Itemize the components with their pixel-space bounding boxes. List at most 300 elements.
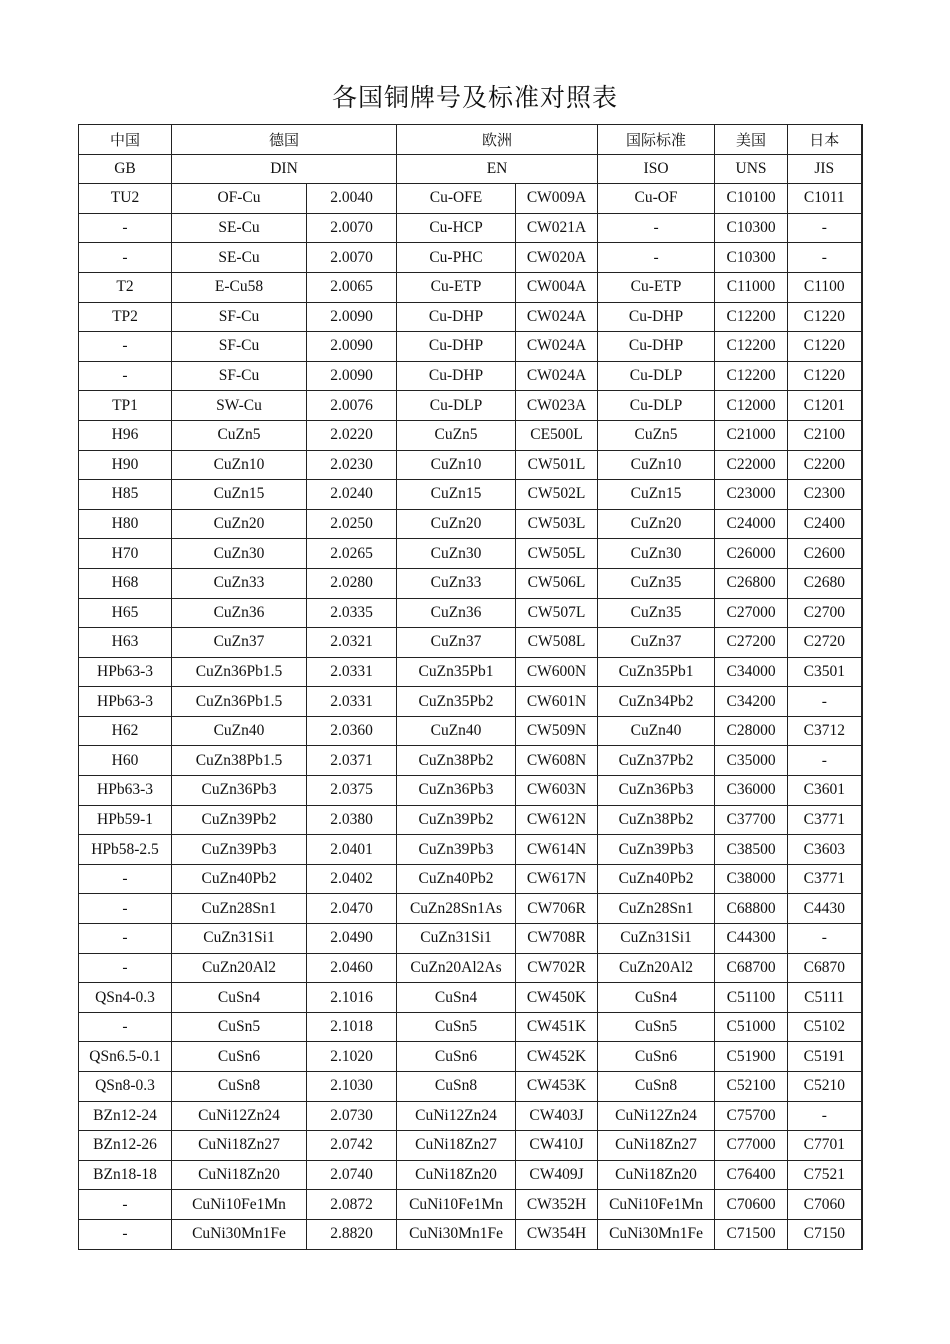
uns-cell: C38500 (715, 835, 788, 865)
table-row (79, 953, 862, 983)
uns-cell: C27200 (715, 628, 788, 658)
din-name-cell: CuZn40 (172, 716, 307, 746)
din-name-cell: CuZn28Sn1 (172, 894, 307, 924)
din-number-cell: 2.0220 (307, 420, 397, 450)
jis-cell: C2720 (788, 628, 862, 658)
gb-cell: H62 (79, 716, 172, 746)
din-name-cell: CuZn38Pb1.5 (172, 746, 307, 776)
en-number-cell: CW024A (516, 302, 598, 332)
en-number-cell: CW508L (516, 628, 598, 658)
gb-cell: H96 (79, 420, 172, 450)
en-name-cell: Cu-DHP (397, 361, 516, 391)
jis-cell: C2680 (788, 568, 862, 598)
din-name-cell: CuZn30 (172, 539, 307, 569)
table-row (79, 1131, 862, 1161)
header-cell: 中国 (79, 125, 172, 155)
din-name-cell: CuZn39Pb2 (172, 805, 307, 835)
din-name-cell: CuZn10 (172, 450, 307, 480)
en-name-cell: CuZn20Al2As (397, 953, 516, 983)
iso-cell: CuZn34Pb2 (598, 687, 715, 717)
jis-cell: C6870 (788, 953, 862, 983)
en-name-cell: CuZn30 (397, 539, 516, 569)
uns-cell: C34200 (715, 687, 788, 717)
header-cell: 美国 (715, 125, 788, 155)
jis-cell: C1011 (788, 184, 862, 214)
en-number-cell: CW354H (516, 1219, 598, 1249)
din-number-cell: 2.0360 (307, 716, 397, 746)
uns-cell: C68700 (715, 953, 788, 983)
table-row (79, 420, 862, 450)
din-name-cell: CuNi18Zn20 (172, 1160, 307, 1190)
iso-cell: Cu-OF (598, 184, 715, 214)
table-row (79, 332, 862, 362)
uns-cell: C70600 (715, 1190, 788, 1220)
en-number-cell: CW505L (516, 539, 598, 569)
en-name-cell: CuSn6 (397, 1042, 516, 1072)
gb-cell: QSn8-0.3 (79, 1072, 172, 1102)
jis-cell: C5111 (788, 983, 862, 1013)
en-number-cell: CW450K (516, 983, 598, 1013)
en-number-cell: CW708R (516, 924, 598, 954)
din-name-cell: CuZn36Pb1.5 (172, 687, 307, 717)
jis-cell: C3603 (788, 835, 862, 865)
header-cell: EN (397, 154, 598, 184)
iso-cell: Cu-ETP (598, 272, 715, 302)
din-number-cell: 2.0371 (307, 746, 397, 776)
en-name-cell: Cu-DLP (397, 391, 516, 421)
header-cell: 德国 (172, 125, 397, 155)
iso-cell: CuNi18Zn20 (598, 1160, 715, 1190)
header-cell: 日本 (788, 125, 862, 155)
en-number-cell: CW024A (516, 332, 598, 362)
din-number-cell: 2.0090 (307, 332, 397, 362)
jis-cell: - (788, 243, 862, 273)
uns-cell: C37700 (715, 805, 788, 835)
table-row (79, 302, 862, 332)
jis-cell: C5102 (788, 1012, 862, 1042)
gb-cell: H85 (79, 480, 172, 510)
din-number-cell: 2.0321 (307, 628, 397, 658)
din-number-cell: 2.0076 (307, 391, 397, 421)
din-number-cell: 2.0742 (307, 1131, 397, 1161)
jis-cell: C1220 (788, 332, 862, 362)
din-number-cell: 2.0375 (307, 776, 397, 806)
iso-cell: CuSn5 (598, 1012, 715, 1042)
uns-cell: C12200 (715, 361, 788, 391)
din-number-cell: 2.0070 (307, 213, 397, 243)
en-name-cell: CuZn38Pb2 (397, 746, 516, 776)
table-row (79, 568, 862, 598)
din-name-cell: SE-Cu (172, 243, 307, 273)
table-row (79, 716, 862, 746)
jis-cell: C7060 (788, 1190, 862, 1220)
uns-cell: C51900 (715, 1042, 788, 1072)
en-name-cell: Cu-OFE (397, 184, 516, 214)
din-number-cell: 2.1020 (307, 1042, 397, 1072)
table-row (79, 657, 862, 687)
uns-cell: C76400 (715, 1160, 788, 1190)
uns-cell: C12200 (715, 302, 788, 332)
iso-cell: CuZn28Sn1 (598, 894, 715, 924)
table-row (79, 983, 862, 1013)
header-cell: ISO (598, 154, 715, 184)
en-name-cell: CuZn40 (397, 716, 516, 746)
din-name-cell: CuNi10Fe1Mn (172, 1190, 307, 1220)
en-name-cell: CuZn39Pb3 (397, 835, 516, 865)
en-name-cell: CuZn31Si1 (397, 924, 516, 954)
gb-cell: QSn6.5-0.1 (79, 1042, 172, 1072)
en-number-cell: CW617N (516, 864, 598, 894)
en-name-cell: CuZn20 (397, 509, 516, 539)
en-number-cell: CW507L (516, 598, 598, 628)
din-name-cell: E-Cu58 (172, 272, 307, 302)
iso-cell: - (598, 243, 715, 273)
uns-cell: C11000 (715, 272, 788, 302)
en-name-cell: Cu-DHP (397, 332, 516, 362)
iso-cell: CuZn37Pb2 (598, 746, 715, 776)
iso-cell: CuZn35Pb1 (598, 657, 715, 687)
iso-cell: CuZn31Si1 (598, 924, 715, 954)
en-number-cell: CW501L (516, 450, 598, 480)
en-number-cell: CW004A (516, 272, 598, 302)
iso-cell: CuZn30 (598, 539, 715, 569)
din-name-cell: SE-Cu (172, 213, 307, 243)
gb-cell: HPb63-3 (79, 657, 172, 687)
uns-cell: C24000 (715, 509, 788, 539)
jis-cell: C3712 (788, 716, 862, 746)
table-body (79, 125, 862, 1250)
jis-cell: C5210 (788, 1072, 862, 1102)
jis-cell: C1100 (788, 272, 862, 302)
jis-cell: - (788, 924, 862, 954)
din-number-cell: 2.0331 (307, 657, 397, 687)
en-number-cell: CW614N (516, 835, 598, 865)
uns-cell: C38000 (715, 864, 788, 894)
en-name-cell: CuNi10Fe1Mn (397, 1190, 516, 1220)
uns-cell: C34000 (715, 657, 788, 687)
uns-cell: C27000 (715, 598, 788, 628)
din-number-cell: 2.0040 (307, 184, 397, 214)
gb-cell: HPb63-3 (79, 687, 172, 717)
gb-cell: TU2 (79, 184, 172, 214)
en-number-cell: CW453K (516, 1072, 598, 1102)
en-number-cell: CW502L (516, 480, 598, 510)
en-name-cell: Cu-ETP (397, 272, 516, 302)
en-number-cell: CW608N (516, 746, 598, 776)
en-name-cell: CuZn39Pb2 (397, 805, 516, 835)
jis-cell: C3771 (788, 805, 862, 835)
en-name-cell: CuZn28Sn1As (397, 894, 516, 924)
din-name-cell: CuSn5 (172, 1012, 307, 1042)
din-name-cell: CuZn33 (172, 568, 307, 598)
table-row (79, 509, 862, 539)
uns-cell: C36000 (715, 776, 788, 806)
table-row (79, 864, 862, 894)
din-name-cell: CuZn39Pb3 (172, 835, 307, 865)
table-row (79, 1072, 862, 1102)
din-number-cell: 2.1018 (307, 1012, 397, 1042)
en-name-cell: CuZn33 (397, 568, 516, 598)
uns-cell: C71500 (715, 1219, 788, 1249)
jis-cell: C1220 (788, 361, 862, 391)
gb-cell: - (79, 953, 172, 983)
en-number-cell: CW603N (516, 776, 598, 806)
din-number-cell: 2.0401 (307, 835, 397, 865)
din-name-cell: CuNi12Zn24 (172, 1101, 307, 1131)
header-cell: 欧洲 (397, 125, 598, 155)
en-number-cell: CW612N (516, 805, 598, 835)
iso-cell: CuZn39Pb3 (598, 835, 715, 865)
en-name-cell: CuNi18Zn27 (397, 1131, 516, 1161)
iso-cell: Cu-DLP (598, 391, 715, 421)
uns-cell: C44300 (715, 924, 788, 954)
gb-cell: TP2 (79, 302, 172, 332)
table-row (79, 1042, 862, 1072)
en-name-cell: Cu-HCP (397, 213, 516, 243)
jis-cell: - (788, 746, 862, 776)
page-title: 各国铜牌号及标准对照表 (331, 83, 618, 112)
jis-cell: C2300 (788, 480, 862, 510)
gb-cell: H63 (79, 628, 172, 658)
en-name-cell: CuSn8 (397, 1072, 516, 1102)
table-row (79, 1219, 862, 1249)
din-number-cell: 2.8820 (307, 1219, 397, 1249)
jis-cell: C2600 (788, 539, 862, 569)
din-number-cell: 2.0740 (307, 1160, 397, 1190)
uns-cell: C68800 (715, 894, 788, 924)
gb-cell: - (79, 361, 172, 391)
en-number-cell: CW403J (516, 1101, 598, 1131)
en-name-cell: Cu-PHC (397, 243, 516, 273)
table-row (79, 687, 862, 717)
iso-cell: CuZn40Pb2 (598, 864, 715, 894)
gb-cell: H60 (79, 746, 172, 776)
en-number-cell: CW509N (516, 716, 598, 746)
din-number-cell: 2.0090 (307, 302, 397, 332)
uns-cell: C10100 (715, 184, 788, 214)
gb-cell: HPb59-1 (79, 805, 172, 835)
gb-cell: H65 (79, 598, 172, 628)
jis-cell: C7521 (788, 1160, 862, 1190)
uns-cell: C22000 (715, 450, 788, 480)
table-row (79, 924, 862, 954)
din-number-cell: 2.0240 (307, 480, 397, 510)
gb-cell: HPb58-2.5 (79, 835, 172, 865)
gb-cell: - (79, 243, 172, 273)
jis-cell: C5191 (788, 1042, 862, 1072)
iso-cell: CuZn10 (598, 450, 715, 480)
table-row (79, 598, 862, 628)
jis-cell: C2400 (788, 509, 862, 539)
uns-cell: C12000 (715, 391, 788, 421)
iso-cell: CuNi18Zn27 (598, 1131, 715, 1161)
gb-cell: TP1 (79, 391, 172, 421)
en-name-cell: Cu-DHP (397, 302, 516, 332)
table-row (79, 272, 862, 302)
din-number-cell: 2.0070 (307, 243, 397, 273)
en-number-cell: CW601N (516, 687, 598, 717)
iso-cell: CuZn20Al2 (598, 953, 715, 983)
gb-cell: - (79, 213, 172, 243)
en-number-cell: CW021A (516, 213, 598, 243)
gb-cell: H80 (79, 509, 172, 539)
gb-cell: H70 (79, 539, 172, 569)
uns-cell: C10300 (715, 243, 788, 273)
en-name-cell: CuNi30Mn1Fe (397, 1219, 516, 1249)
gb-cell: - (79, 1190, 172, 1220)
iso-cell: CuZn35 (598, 568, 715, 598)
jis-cell: C3601 (788, 776, 862, 806)
uns-cell: C35000 (715, 746, 788, 776)
en-number-cell: CW600N (516, 657, 598, 687)
din-name-cell: CuZn37 (172, 628, 307, 658)
en-name-cell: CuSn5 (397, 1012, 516, 1042)
table-row (79, 480, 862, 510)
en-number-cell: CW452K (516, 1042, 598, 1072)
en-number-cell: CW410J (516, 1131, 598, 1161)
uns-cell: C52100 (715, 1072, 788, 1102)
din-name-cell: CuNi18Zn27 (172, 1131, 307, 1161)
table-row (79, 1160, 862, 1190)
uns-cell: C12200 (715, 332, 788, 362)
iso-cell: Cu-DHP (598, 302, 715, 332)
din-number-cell: 2.0380 (307, 805, 397, 835)
header-cell: GB (79, 154, 172, 184)
uns-cell: C75700 (715, 1101, 788, 1131)
uns-cell: C51100 (715, 983, 788, 1013)
din-name-cell: CuZn15 (172, 480, 307, 510)
en-name-cell: CuZn35Pb2 (397, 687, 516, 717)
din-number-cell: 2.0331 (307, 687, 397, 717)
jis-cell: C4430 (788, 894, 862, 924)
din-name-cell: SF-Cu (172, 332, 307, 362)
en-name-cell: CuZn10 (397, 450, 516, 480)
table-row (79, 1190, 862, 1220)
gb-cell: QSn4-0.3 (79, 983, 172, 1013)
table-row (79, 450, 862, 480)
din-number-cell: 2.0280 (307, 568, 397, 598)
iso-cell: CuZn40 (598, 716, 715, 746)
din-name-cell: CuZn36Pb1.5 (172, 657, 307, 687)
iso-cell: Cu-DLP (598, 361, 715, 391)
din-number-cell: 2.0230 (307, 450, 397, 480)
en-name-cell: CuNi12Zn24 (397, 1101, 516, 1131)
gb-cell: BZn12-24 (79, 1101, 172, 1131)
en-number-cell: CW024A (516, 361, 598, 391)
jis-cell: - (788, 213, 862, 243)
table-row (79, 1012, 862, 1042)
en-name-cell: CuSn4 (397, 983, 516, 1013)
iso-cell: CuSn6 (598, 1042, 715, 1072)
din-number-cell: 2.0872 (307, 1190, 397, 1220)
iso-cell: Cu-DHP (598, 332, 715, 362)
uns-cell: C21000 (715, 420, 788, 450)
en-number-cell: CW506L (516, 568, 598, 598)
iso-cell: CuZn36Pb3 (598, 776, 715, 806)
iso-cell: CuZn20 (598, 509, 715, 539)
din-name-cell: CuZn36Pb3 (172, 776, 307, 806)
jis-cell: C3501 (788, 657, 862, 687)
en-number-cell: CW706R (516, 894, 598, 924)
din-name-cell: SW-Cu (172, 391, 307, 421)
table-row (79, 746, 862, 776)
jis-cell: C3771 (788, 864, 862, 894)
copper-grade-table (78, 124, 863, 1250)
table-row (79, 776, 862, 806)
table-row (79, 213, 862, 243)
en-number-cell: CW009A (516, 184, 598, 214)
din-name-cell: CuNi30Mn1Fe (172, 1219, 307, 1249)
gb-cell: - (79, 894, 172, 924)
din-name-cell: CuZn5 (172, 420, 307, 450)
en-number-cell: CE500L (516, 420, 598, 450)
uns-cell: C23000 (715, 480, 788, 510)
table-row (79, 184, 862, 214)
gb-cell: BZn12-26 (79, 1131, 172, 1161)
iso-cell: CuNi12Zn24 (598, 1101, 715, 1131)
gb-cell: - (79, 332, 172, 362)
en-name-cell: CuNi18Zn20 (397, 1160, 516, 1190)
jis-cell: C2100 (788, 420, 862, 450)
uns-cell: C77000 (715, 1131, 788, 1161)
uns-cell: C26800 (715, 568, 788, 598)
gb-cell: H68 (79, 568, 172, 598)
en-number-cell: CW020A (516, 243, 598, 273)
din-name-cell: CuZn20Al2 (172, 953, 307, 983)
table-row (79, 894, 862, 924)
table-row (79, 243, 862, 273)
din-name-cell: SF-Cu (172, 361, 307, 391)
header-row-country (79, 125, 862, 155)
en-name-cell: CuZn15 (397, 480, 516, 510)
header-cell: DIN (172, 154, 397, 184)
iso-cell: - (598, 213, 715, 243)
din-number-cell: 2.0460 (307, 953, 397, 983)
iso-cell: CuNi10Fe1Mn (598, 1190, 715, 1220)
din-name-cell: CuZn36 (172, 598, 307, 628)
gb-cell: - (79, 1219, 172, 1249)
din-number-cell: 2.0470 (307, 894, 397, 924)
en-number-cell: CW023A (516, 391, 598, 421)
gb-cell: - (79, 864, 172, 894)
din-number-cell: 2.0730 (307, 1101, 397, 1131)
iso-cell: CuZn5 (598, 420, 715, 450)
din-number-cell: 2.1016 (307, 983, 397, 1013)
en-number-cell: CW409J (516, 1160, 598, 1190)
din-number-cell: 2.0335 (307, 598, 397, 628)
jis-cell: C2700 (788, 598, 862, 628)
table-row (79, 391, 862, 421)
en-name-cell: CuZn40Pb2 (397, 864, 516, 894)
gb-cell: - (79, 1012, 172, 1042)
jis-cell: - (788, 1101, 862, 1131)
din-number-cell: 2.0265 (307, 539, 397, 569)
iso-cell: CuSn4 (598, 983, 715, 1013)
din-number-cell: 2.0402 (307, 864, 397, 894)
uns-cell: C10300 (715, 213, 788, 243)
uns-cell: C28000 (715, 716, 788, 746)
uns-cell: C51000 (715, 1012, 788, 1042)
iso-cell: CuZn37 (598, 628, 715, 658)
jis-cell: C1220 (788, 302, 862, 332)
din-name-cell: CuZn31Si1 (172, 924, 307, 954)
din-number-cell: 2.0065 (307, 272, 397, 302)
jis-cell: C7150 (788, 1219, 862, 1249)
gb-cell: T2 (79, 272, 172, 302)
iso-cell: CuZn35 (598, 598, 715, 628)
jis-cell: C2200 (788, 450, 862, 480)
jis-cell: C7701 (788, 1131, 862, 1161)
